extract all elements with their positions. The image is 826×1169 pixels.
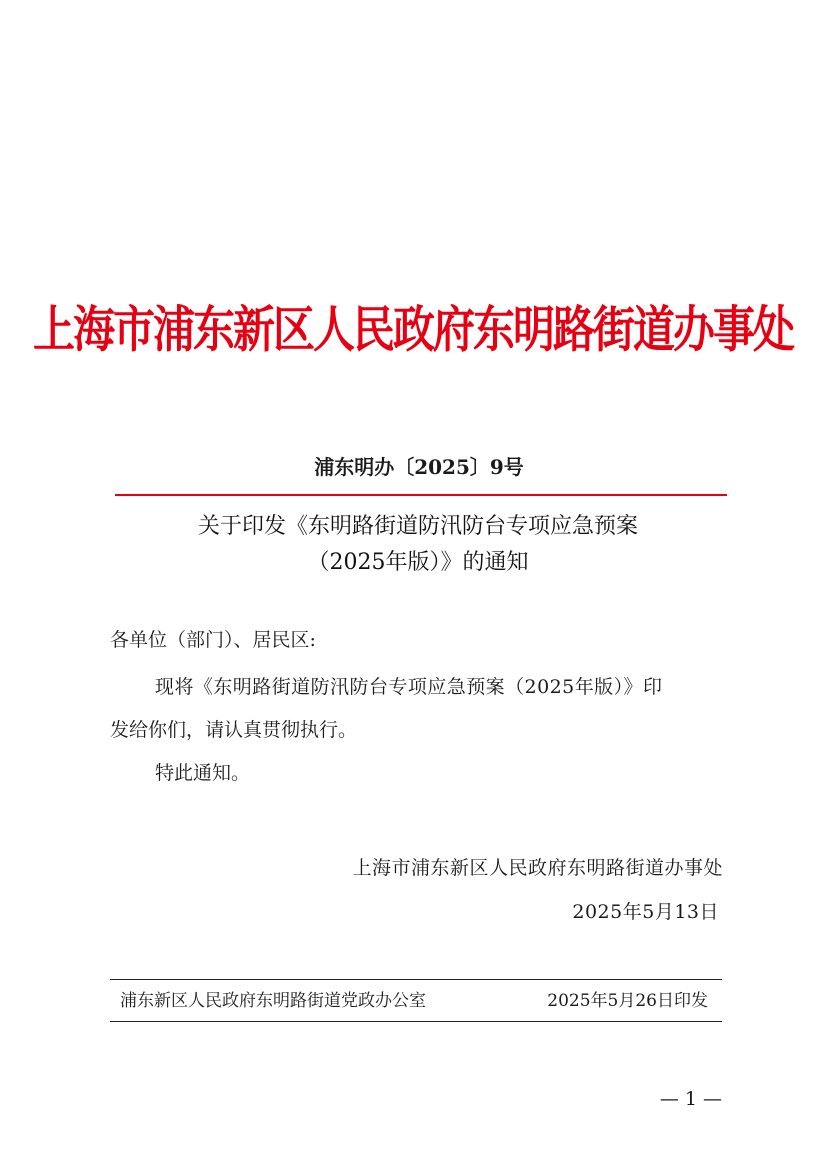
issuing-organization-header: 上海市浦东新区人民政府东明路街道办事处 bbox=[32, 300, 793, 359]
red-separator-line bbox=[115, 494, 727, 496]
document-title-line-1: 关于印发《东明路街道防汛防台专项应急预案 bbox=[197, 514, 638, 539]
salutation: 各单位（部门）、居民区: bbox=[110, 629, 316, 651]
document-title-line-2: （2025年版）》的通知 bbox=[307, 550, 529, 575]
page-number: — 1 — bbox=[659, 1088, 722, 1110]
body-paragraph-line-1: 现将《东明路街道防汛防台专项应急预案（2025年版）》印 bbox=[155, 676, 663, 698]
footer-bottom-rule bbox=[110, 1021, 722, 1022]
footer-issue-date: 2025年5月26日印发 bbox=[547, 991, 708, 1011]
body-paragraph-line-2: 发给你们，请认真贯彻执行。 bbox=[110, 719, 358, 741]
document-number: 浦东明办〔2025〕9号 bbox=[314, 455, 524, 479]
closing-text: 特此通知。 bbox=[155, 762, 251, 784]
signature-date: 2025年5月13日 bbox=[572, 901, 719, 923]
signature-organization: 上海市浦东新区人民政府东明路街道办事处 bbox=[352, 857, 723, 879]
footer-top-rule bbox=[110, 979, 722, 980]
footer-issuing-office: 浦东新区人民政府东明路街道党政办公室 bbox=[120, 991, 426, 1011]
